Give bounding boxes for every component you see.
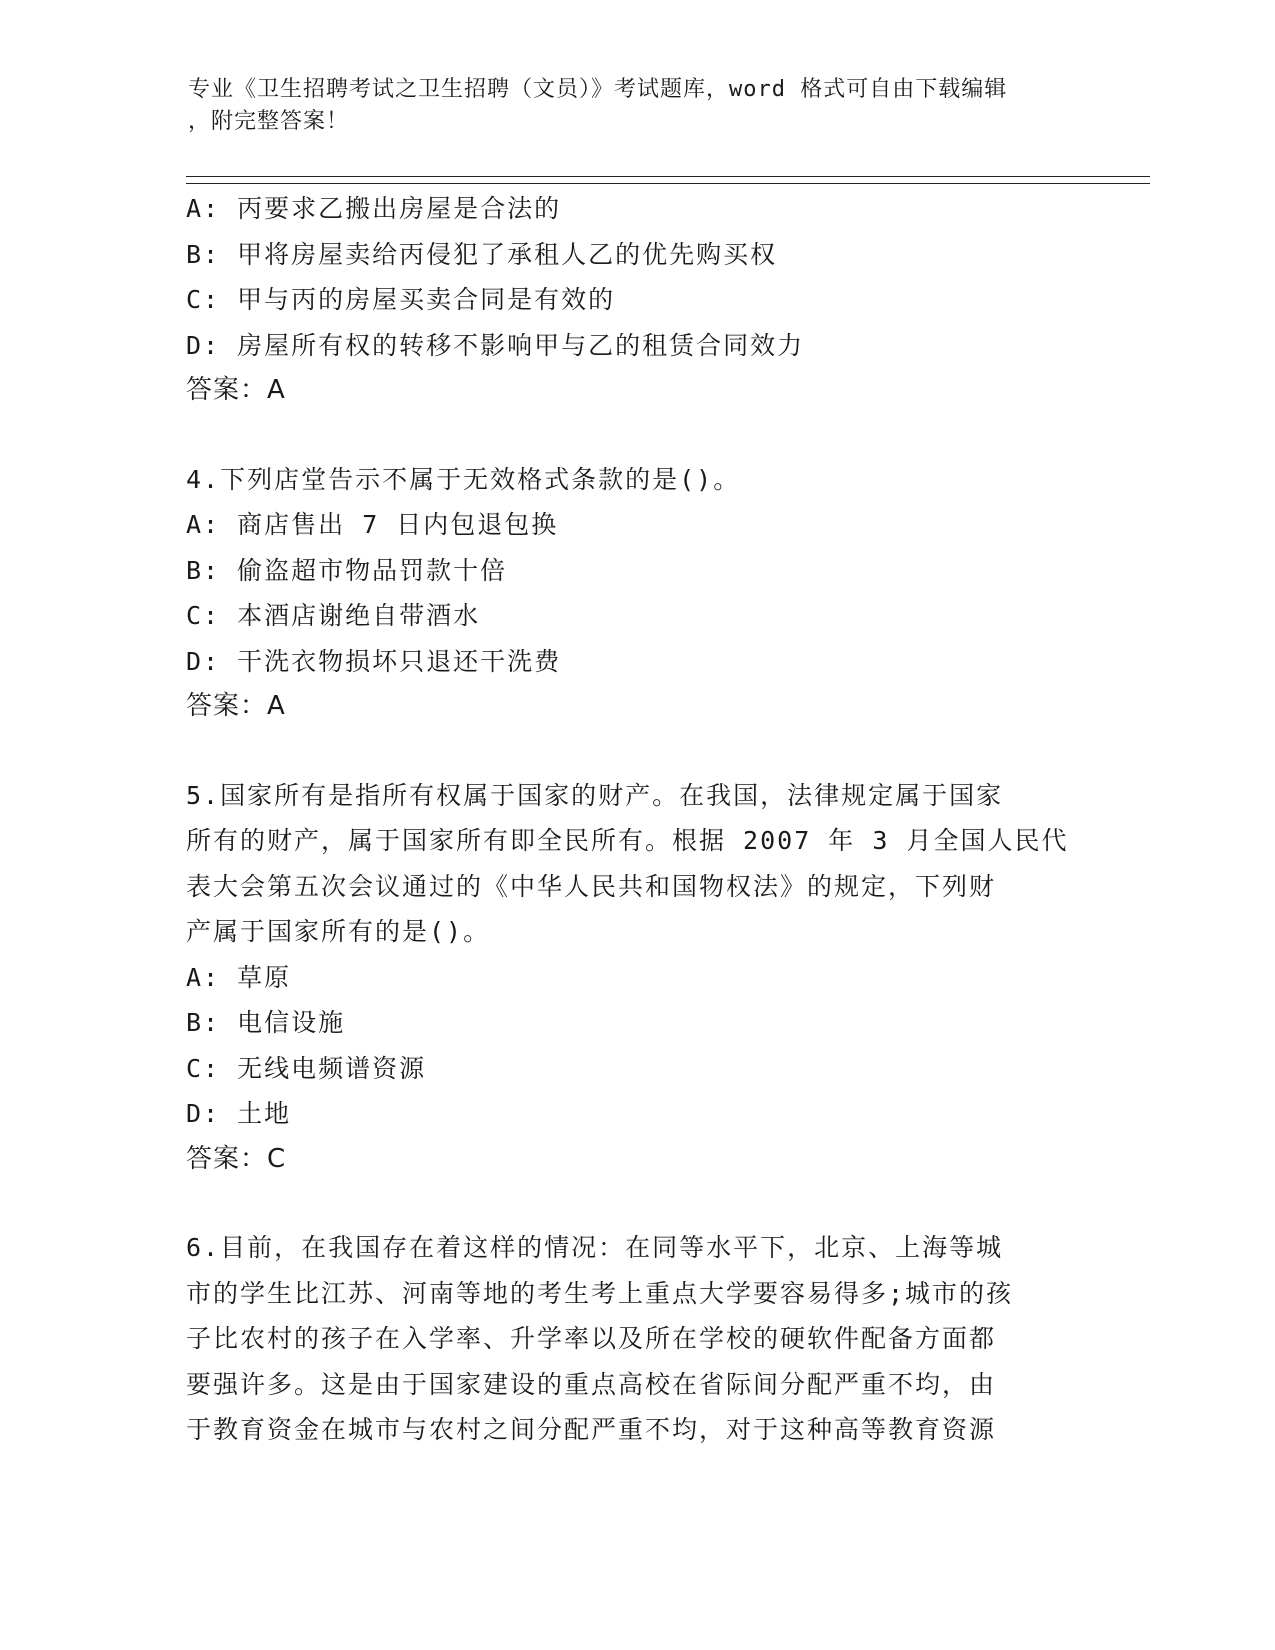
question-stem: 4.下列店堂告示不属于无效格式条款的是()。: [186, 464, 741, 494]
question-stem-line: 要强许多。这是由于国家建设的重点高校在省际间分配严重不均，由: [186, 1369, 997, 1399]
question-stem-line: 6.目前，在我国存在着这样的情况：在同等水平下，北京、上海等城: [186, 1233, 1004, 1262]
option-b: B: 甲将房屋卖给丙侵犯了承租人乙的优先购买权: [186, 239, 778, 269]
option-c: C: 无线电频谱资源: [186, 1053, 427, 1083]
question-stem-line: 产属于国家所有的是()。: [186, 917, 491, 946]
header-line-1: 专业《卫生招聘考试之卫生招聘（文员）》考试题库，word 格式可自由下载编辑: [188, 77, 1008, 102]
option-b: B: 偷盗超市物品罚款十倍: [186, 555, 508, 585]
question-stem-line: 子比农村的孩子在入学率、升学率以及所在学校的硬软件配备方面都: [186, 1324, 997, 1353]
option-b: B: 电信设施: [186, 1008, 346, 1037]
option-a: A: 商店售出 7 日内包退包换: [186, 510, 559, 539]
option-a: A: 丙要求乙搬出房屋是合法的: [186, 194, 562, 223]
answer: 答案：C: [186, 1143, 287, 1174]
question-5: [186, 773, 1086, 1183]
question-4: [186, 457, 1086, 730]
answer: 答案：A: [186, 375, 286, 405]
question-stem-line: 市的学生比江苏、河南等地的考生考上重点大学要容易得多;城市的孩: [186, 1278, 1014, 1308]
spacer: [186, 414, 1086, 457]
option-d: D: 土地: [186, 1099, 292, 1128]
question-stem-line: 表大会第五次会议通过的《中华人民共和国物权法》的规定，下列财: [186, 871, 997, 901]
header-divider: [186, 176, 1150, 184]
option-d: D: 干洗衣物损坏只退还干洗费: [186, 646, 562, 676]
question-6: [186, 1225, 1086, 1453]
option-c: C: 甲与丙的房屋买卖合同是有效的: [186, 285, 616, 314]
spacer: [186, 730, 1086, 773]
document-body: [186, 186, 1086, 1453]
option-c: C: 本酒店谢绝自带酒水: [186, 601, 481, 630]
question-stem-line: 所有的财产，属于国家所有即全民所有。根据 2007 年 3 月全国人民代: [186, 826, 1069, 855]
question-stem-line: 于教育资金在城市与农村之间分配严重不均，对于这种高等教育资源: [186, 1415, 997, 1444]
option-d: D: 房屋所有权的转移不影响甲与乙的租赁合同效力: [186, 330, 805, 360]
spacer: [186, 1182, 1086, 1225]
answer: 答案：A: [186, 691, 286, 721]
option-a: A: 草原: [186, 962, 292, 992]
header-line-2: ，附完整答案！: [188, 109, 350, 134]
question-stem-line: 5.国家所有是指所有权属于国家的财产。在我国，法律规定属于国家: [186, 780, 1004, 810]
document-header: [188, 74, 1068, 138]
question-3: [186, 186, 1086, 414]
